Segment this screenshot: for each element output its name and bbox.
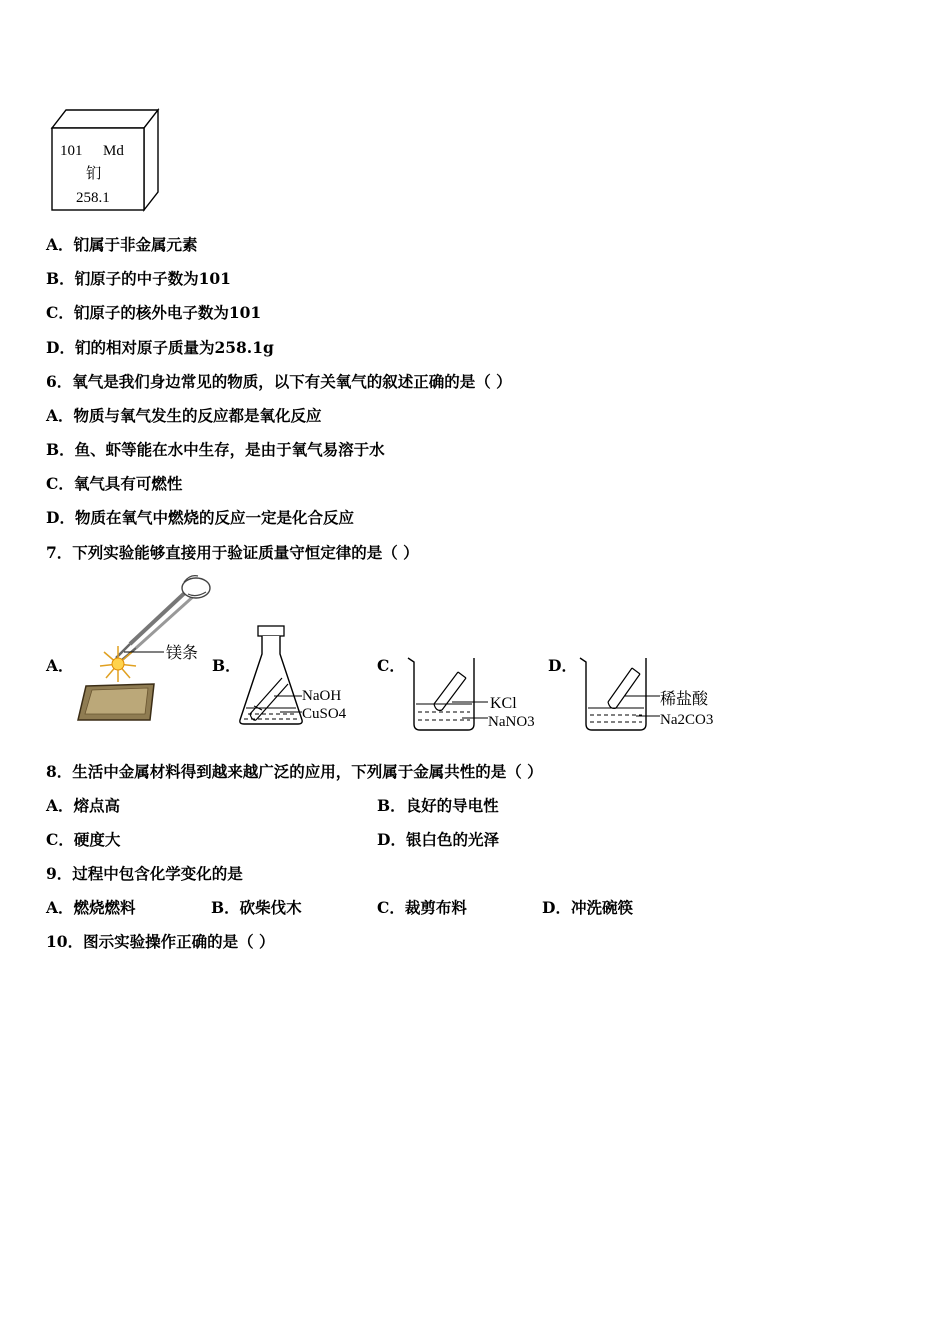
q5-option-c: C．钔原子的核外电子数为101 <box>46 303 262 322</box>
q7-figure-d <box>574 652 734 734</box>
q7-label-d: D． <box>548 656 577 675</box>
q5-option-b: B．钔原子的中子数为101 <box>46 269 231 288</box>
q7-d-hcl-label: 稀盐酸 <box>660 691 709 708</box>
q7-label-b: B． <box>212 656 241 675</box>
q9-option-c: C．裁剪布料 <box>377 898 467 917</box>
q5-option-d: D．钔的相对原子质量为258.1g <box>46 338 274 357</box>
q6-option-a: A．物质与氧气发生的反应都是氧化反应 <box>46 406 322 425</box>
q7-figure-c <box>402 652 552 734</box>
q7-d-na2co3-label: Na2CO3 <box>660 712 714 728</box>
q7-stem: 7．下列实验能够直接用于验证质量守恒定律的是（ ） <box>46 543 419 562</box>
q6-option-c: C．氧气具有可燃性 <box>46 474 183 493</box>
element-symbol: Md <box>103 143 124 159</box>
q7-label-c: C． <box>377 656 405 675</box>
q5-option-a: A．钔属于非金属元素 <box>46 235 198 254</box>
q7-a-mg-label: 镁条 <box>166 645 199 662</box>
q7-label-a: A． <box>46 656 74 675</box>
q6-option-b: B．鱼、虾等能在水中生存，是由于氧气易溶于水 <box>46 440 385 459</box>
element-number: 101 <box>60 143 83 159</box>
q8-option-d: D．银白色的光泽 <box>377 830 499 849</box>
q6-option-d: D．物质在氧气中燃烧的反应一定是化合反应 <box>46 508 354 527</box>
q8-option-a: A．熔点高 <box>46 796 121 815</box>
q9-option-b: B．砍柴伐木 <box>211 898 302 917</box>
q7-figure-b <box>234 622 364 732</box>
q9-option-d: D．冲洗碗筷 <box>542 898 633 917</box>
element-mass: 258.1 <box>76 190 110 206</box>
q8-option-c: C．硬度大 <box>46 830 121 849</box>
q10-stem: 10．图示实验操作正确的是（ ） <box>46 932 275 951</box>
q6-stem: 6．氧气是我们身边常见的物质，以下有关氧气的叙述正确的是（ ） <box>46 372 512 391</box>
q7-c-kcl-label: KCl <box>490 695 517 712</box>
q9-stem: 9．过程中包含化学变化的是 <box>46 864 243 883</box>
element-card-md <box>46 104 162 214</box>
q7-figure-a <box>72 574 212 724</box>
q9-option-a: A．燃烧燃料 <box>46 898 136 917</box>
q7-c-nano3-label: NaNO3 <box>488 714 535 730</box>
q8-stem: 8．生活中金属材料得到越来越广泛的应用，下列属于金属共性的是（ ） <box>46 762 543 781</box>
q8-option-b: B．良好的导电性 <box>377 796 499 815</box>
q7-b-cuso4-label: CuSO4 <box>302 706 347 722</box>
element-name: 钔 <box>86 166 102 182</box>
q7-b-naoh-label: NaOH <box>302 688 342 704</box>
